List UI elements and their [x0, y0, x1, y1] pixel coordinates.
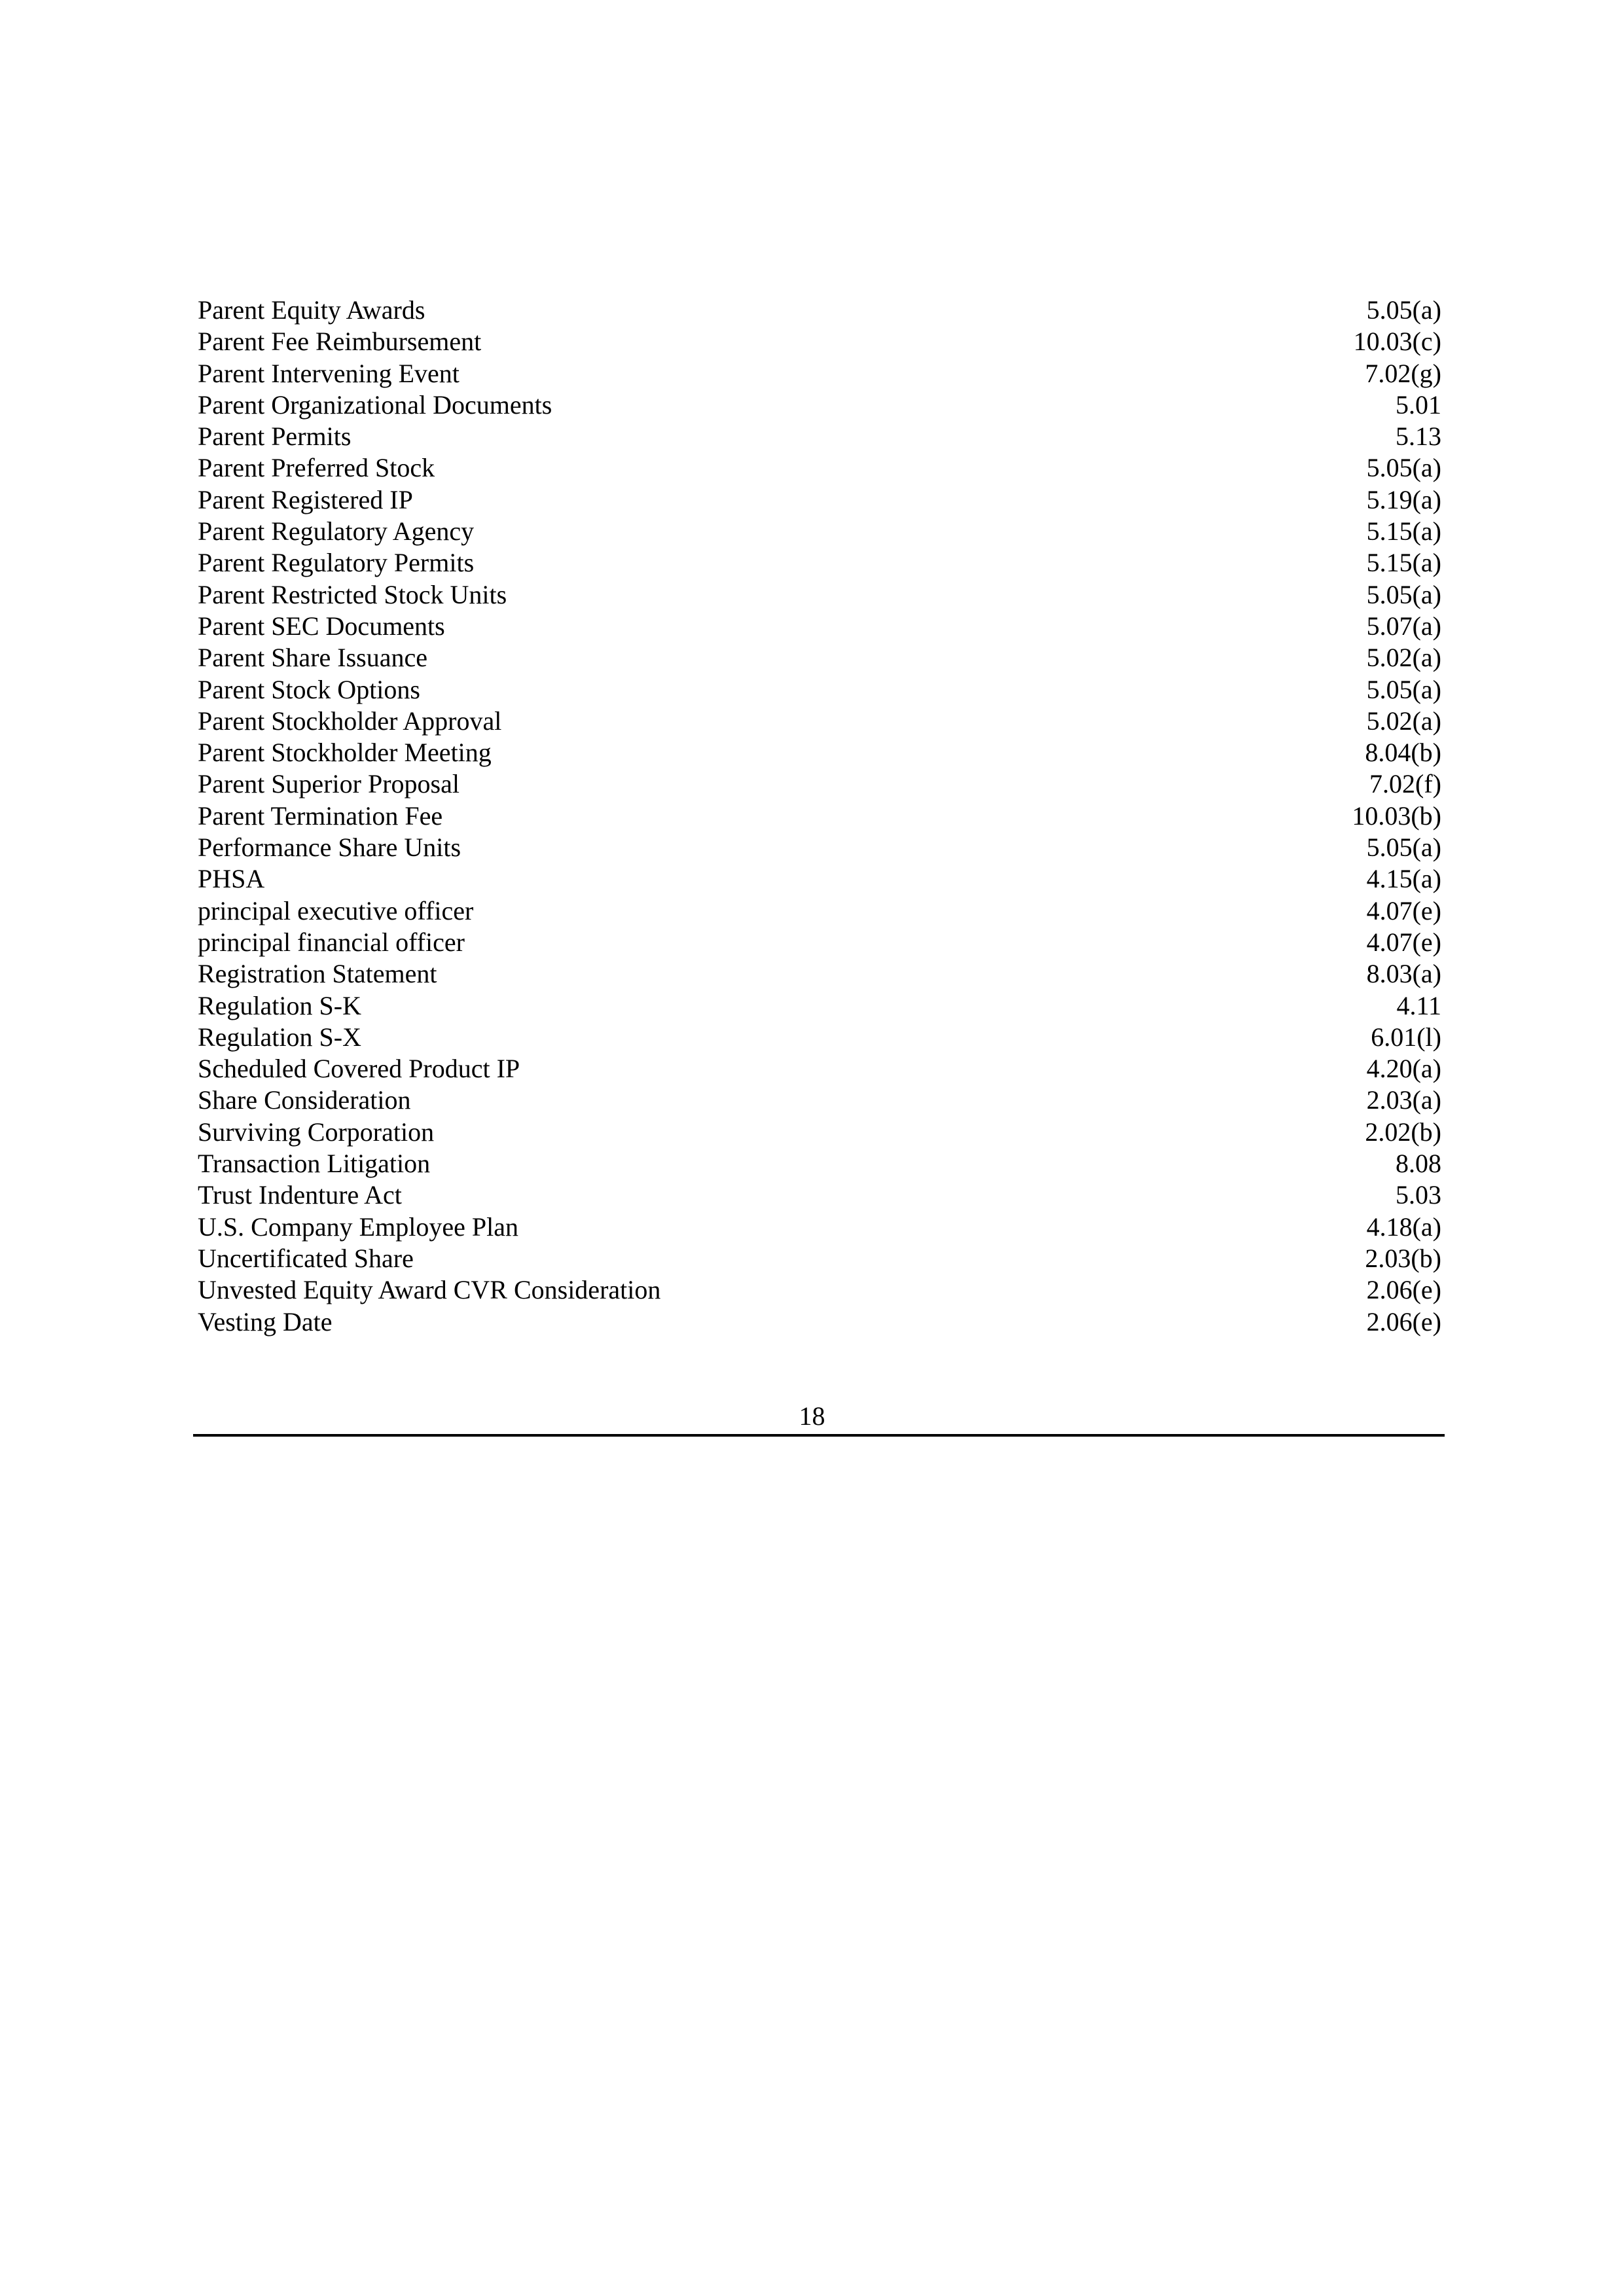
index-row [198, 832, 1441, 863]
index-section-reference: 4.18(a) [1366, 1211, 1441, 1242]
index-term: Parent Registered IP [198, 484, 413, 514]
index-section-reference: 4.07(e) [1366, 927, 1441, 957]
index-section-reference: 2.03(b) [1365, 1243, 1441, 1273]
footer-rule [193, 1434, 1445, 1437]
index-term: Parent Intervening Event [198, 358, 460, 388]
index-section-reference: 10.03(b) [1352, 800, 1441, 831]
index-term: Share Consideration [198, 1085, 411, 1115]
index-row [198, 958, 1441, 990]
index-section-reference: 5.01 [1396, 389, 1441, 420]
index-term: Vesting Date [198, 1306, 333, 1336]
index-section-reference: 6.01(l) [1371, 1022, 1441, 1052]
index-term: Parent Stockholder Approval [198, 706, 502, 736]
index-row [198, 1274, 1441, 1306]
index-row [198, 674, 1441, 706]
index-section-reference: 5.03 [1396, 1180, 1441, 1210]
index-row [198, 295, 1441, 326]
index-row [198, 484, 1441, 516]
index-row [198, 927, 1441, 958]
index-row [198, 800, 1441, 832]
index-section-reference: 2.06(e) [1366, 1306, 1441, 1336]
index-section-reference: 5.05(a) [1366, 579, 1441, 609]
index-row [198, 768, 1441, 800]
index-row [198, 1117, 1441, 1148]
index-row [198, 1211, 1441, 1243]
index-term: Parent Equity Awards [198, 295, 425, 325]
index-term: Parent Superior Proposal [198, 769, 460, 799]
index-section-reference: 8.04(b) [1365, 738, 1441, 768]
index-row [198, 389, 1441, 421]
index-term: Parent SEC Documents [198, 611, 445, 641]
index-row [198, 1179, 1441, 1211]
index-row [198, 358, 1441, 389]
index-term: Parent Permits [198, 422, 352, 452]
index-term: Surviving Corporation [198, 1117, 435, 1147]
index-row [198, 421, 1441, 452]
index-term: principal executive officer [198, 895, 474, 925]
index-term: Parent Share Issuance [198, 643, 427, 673]
index-section-reference: 7.02(f) [1369, 769, 1441, 799]
index-section-reference: 5.19(a) [1366, 484, 1441, 514]
index-term: Parent Preferred Stock [198, 453, 435, 483]
index-row [198, 737, 1441, 768]
index-term: Parent Termination Fee [198, 800, 443, 831]
index-section-reference: 5.05(a) [1366, 833, 1441, 863]
index-section-reference: 5.15(a) [1366, 516, 1441, 547]
index-section-reference: 5.05(a) [1366, 674, 1441, 704]
index-row [198, 547, 1441, 579]
index-row [198, 895, 1441, 927]
index-row [198, 990, 1441, 1022]
index-term: principal financial officer [198, 927, 465, 957]
index-section-reference: 2.06(e) [1366, 1275, 1441, 1305]
index-term: Parent Stock Options [198, 674, 420, 704]
index-row [198, 579, 1441, 611]
index-row [198, 516, 1441, 547]
index-term: Trust Indenture Act [198, 1180, 402, 1210]
index-term: Scheduled Covered Product IP [198, 1054, 520, 1084]
index-section-reference: 5.02(a) [1366, 643, 1441, 673]
index-row [198, 1243, 1441, 1274]
index-row [198, 863, 1441, 895]
index-term: Parent Restricted Stock Units [198, 579, 507, 609]
index-term: Uncertificated Share [198, 1243, 414, 1273]
index-row [198, 326, 1441, 357]
defined-terms-index [198, 295, 1441, 1338]
index-section-reference: 2.03(a) [1366, 1085, 1441, 1115]
index-section-reference: 10.03(c) [1353, 327, 1441, 357]
index-term: Parent Regulatory Agency [198, 516, 475, 547]
index-term: Transaction Litigation [198, 1149, 431, 1179]
index-term: Parent Organizational Documents [198, 389, 552, 420]
index-row [198, 642, 1441, 673]
index-row [198, 1148, 1441, 1179]
index-section-reference: 5.15(a) [1366, 548, 1441, 578]
index-section-reference: 4.15(a) [1366, 864, 1441, 894]
index-section-reference: 5.02(a) [1366, 706, 1441, 736]
index-section-reference: 5.13 [1396, 422, 1441, 452]
index-section-reference: 8.08 [1396, 1149, 1441, 1179]
index-row [198, 1053, 1441, 1085]
index-section-reference: 5.05(a) [1366, 295, 1441, 325]
index-section-reference: 4.07(e) [1366, 895, 1441, 925]
index-row [198, 611, 1441, 642]
index-row [198, 452, 1441, 484]
index-term: U.S. Company Employee Plan [198, 1211, 518, 1242]
index-term: Unvested Equity Award CVR Consideration [198, 1275, 661, 1305]
index-section-reference: 7.02(g) [1365, 358, 1441, 388]
index-section-reference: 2.02(b) [1365, 1117, 1441, 1147]
index-section-reference: 4.11 [1396, 990, 1441, 1020]
index-term: Performance Share Units [198, 833, 461, 863]
index-term: PHSA [198, 864, 265, 894]
index-section-reference: 4.20(a) [1366, 1054, 1441, 1084]
index-row [198, 1022, 1441, 1053]
index-term: Parent Fee Reimbursement [198, 327, 482, 357]
index-section-reference: 5.07(a) [1366, 611, 1441, 641]
index-row [198, 1306, 1441, 1338]
index-row [198, 1085, 1441, 1116]
index-term: Regulation S-K [198, 990, 361, 1020]
index-term: Regulation S-X [198, 1022, 361, 1052]
index-term: Registration Statement [198, 959, 437, 989]
index-term: Parent Stockholder Meeting [198, 738, 492, 768]
index-term: Parent Regulatory Permits [198, 548, 475, 578]
page-number: 18 [799, 1401, 825, 1431]
index-row [198, 706, 1441, 737]
index-section-reference: 8.03(a) [1366, 959, 1441, 989]
index-section-reference: 5.05(a) [1366, 453, 1441, 483]
